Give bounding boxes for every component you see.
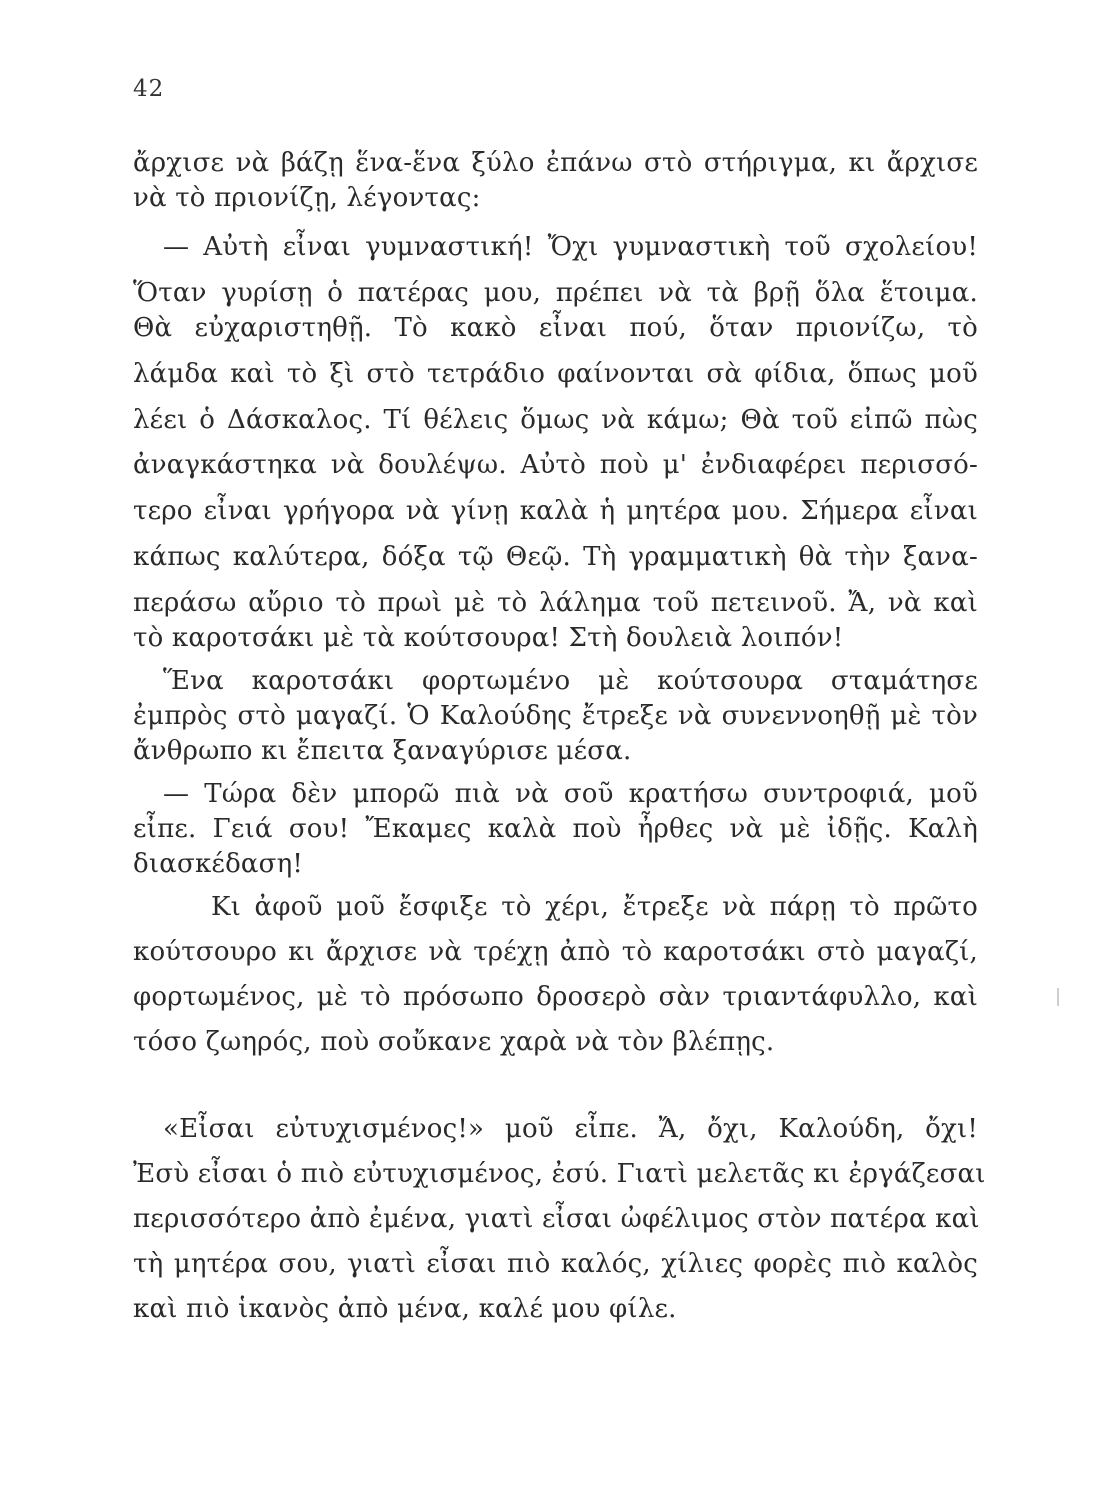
text-line: τόσο ζωηρός, ποὺ σοὔκανε χαρὰ νὰ τὸν βλέπῃς.: [133, 1027, 775, 1057]
text-line: τὴ μητέρα σου, γιατὶ εἶσαι πιὸ καλός, χίλιες φορὲς πιὸ καλὸς: [133, 1249, 978, 1279]
text-line: «Εἶσαι εὐτυχισμένος!» μοῦ εἶπε. Ἄ, ὄχι, Καλούδη, ὄχι!: [163, 1114, 978, 1144]
text-line: Κι ἀφοῦ μοῦ ἔσφιξε τὸ χέρι, ἔτρεξε νὰ πάρῃ τὸ πρῶτο: [211, 892, 978, 922]
text-line: — Αὐτὴ εἶναι γυμναστική! Ὄχι γυμναστικὴ τοῦ σχολείου!: [163, 232, 978, 262]
text-line: ἄνθρωπο κι ἔπειτα ξαναγύρισε μέσα.: [133, 736, 632, 766]
text-line: τὸ καροτσάκι μὲ τὰ κούτσουρα! Στὴ δουλειὰ λοιπόν!: [133, 623, 844, 653]
text-line: περισσότερο ἀπὸ ἐμένα, γιατὶ εἶσαι ὠφέλιμος στὸν πατέρα καὶ: [133, 1204, 980, 1234]
text-line: τερο εἶναι γρήγορα νὰ γίνῃ καλὰ ἡ μητέρα μου. Σήμερα εἶναι: [133, 496, 978, 526]
text-line: ἀναγκάστηκα νὰ δουλέψω. Αὐτὸ ποὺ μ' ἐνδιαφέρει περισσό-: [133, 450, 978, 480]
text-line: περάσω αὔριο τὸ πρωὶ μὲ τὸ λάλημα τοῦ πετεινοῦ. Ἄ, νὰ καὶ: [133, 588, 978, 618]
text-line: ἄρχισε νὰ βάζῃ ἕνα-ἕνα ξύλο ἐπάνω στὸ στήριγμα, κι ἄρχισε: [133, 148, 978, 178]
text-line: λάμδα καὶ τὸ ξὶ στὸ τετράδιο φαίνονται σὰ φίδια, ὅπως μοῦ: [133, 359, 978, 389]
text-line: κάπως καλύτερα, δόξα τῷ Θεῷ. Τὴ γραμματικὴ θὰ τὴν ξανα-: [133, 542, 978, 572]
text-line: Ὅταν γυρίσῃ ὁ πατέρας μου, πρέπει νὰ τὰ βρῇ ὅλα ἕτοιμα.: [133, 278, 978, 308]
text-line: φορτωμένος, μὲ τὸ πρόσωπο δροσερὸ σὰν τριαντάφυλλο, καὶ: [133, 982, 978, 1012]
page-number: 42: [133, 76, 165, 102]
text-line: κούτσουρο κι ἄρχισε νὰ τρέχῃ ἀπὸ τὸ καροτσάκι στὸ μαγαζί,: [133, 937, 978, 967]
text-line: ἐμπρὸς στὸ μαγαζί. Ὁ Καλούδης ἔτρεξε νὰ συνεννοηθῇ μὲ τὸν: [133, 701, 978, 731]
text-line: εἶπε. Γειά σου! Ἔκαμες καλὰ ποὺ ἦρθες νὰ μὲ ἰδῇς. Καλὴ: [133, 814, 978, 844]
text-line: διασκέδαση!: [133, 849, 304, 879]
text-line: Θὰ εὐχαριστηθῇ. Τὸ κακὸ εἶναι πού, ὅταν πριονίζω, τὸ: [133, 313, 978, 343]
text-line: — Τώρα δὲν μπορῶ πιὰ νὰ σοῦ κρατήσω συντροφιά, μοῦ: [163, 779, 978, 809]
text-line: λέει ὁ Δάσκαλος. Τί θέλεις ὅμως νὰ κάμω; Θὰ τοῦ εἰπῶ πὼς: [133, 405, 978, 435]
text-line: Ἐσὺ εἶσαι ὁ πιὸ εὐτυχισμένος, ἐσύ. Γιατὶ μελετᾶς κι ἐργάζεσαι: [133, 1159, 986, 1189]
margin-mark: [1057, 988, 1059, 1006]
text-line: νὰ τὸ πριονίζῃ, λέγοντας:: [133, 183, 481, 213]
text-line: Ἕνα καροτσάκι φορτωμένο μὲ κούτσουρα σταμάτησε: [163, 666, 978, 696]
text-line: καὶ πιὸ ἱκανὸς ἀπὸ μένα, καλέ μου φίλε.: [133, 1294, 677, 1324]
